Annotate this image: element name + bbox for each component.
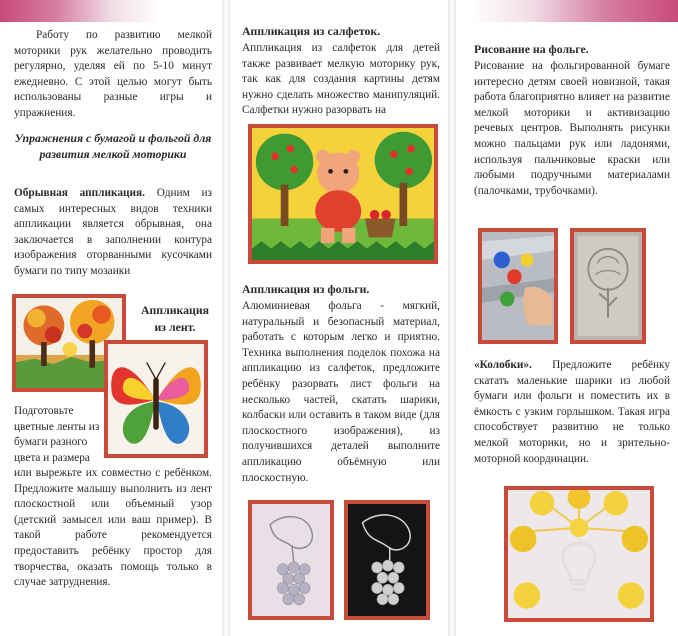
napkin-text: Аппликация из салфеток для детей также развивает мелкую моторику рук, так как для создания картины детям нужно сделать множество манипуляций. Салфетки нужно разорвать на [242, 42, 440, 117]
intro-text: Работу по развитию мелкой моторики рук желательно проводить регулярно, уделяя ей по 5-10 минут ежедневно. С этой целью могут быть использованы разные игры и упражнения. [14, 29, 212, 119]
foil-finger-painting-image [478, 228, 558, 344]
drawing-text: Рисование на фольгированной бумаге интересно детям своей новизной, такая работа благоприятно влияет на развитие мелкой моторики и активизацию речевых центров. Выполнять рисунки можно пальцами рук или ладонями, используя пальчиковые краски или любыми подручными материалами (палочками, трубочками). [474, 60, 670, 197]
foil-heading: Аппликация из фольги. [242, 282, 370, 296]
torn-paragraph [14, 186, 212, 280]
foil-grapes-light-image [248, 500, 334, 620]
napkin-applique-image [248, 124, 438, 264]
paper-balls-lightbulb-image [504, 486, 654, 622]
column-1 [0, 0, 226, 636]
ribbon-text-long: или вырежьте их совместно с ребёнком. Предложите малышу выполнить из лент плоскостной или объемный узор (детский замысел или ваш пример). В такой работе рекомендуется предоставить ребёнку простор для творчества, оказать помощь только в случае затруднения. [14, 467, 212, 589]
kolobki-paragraph [474, 358, 670, 467]
kolobki-heading: «Колобки». [474, 359, 532, 371]
foil-text: Алюминиевая фольга - мягкий, натуральный и безопасный материал, работать с которым легко и приятно. Техника выполнения поделок похожа на аппликацию из салфеток, предложите ребёнку разорвать лист фольги на несколько частей, скатать шарики, колбаски или оставить в таком виде (для плоскостного изображения), из получившихся деталей выполните аппликацию объёмную или плоскостную. [242, 300, 440, 484]
torn-heading: Обрывная аппликация. [14, 187, 145, 199]
torn-text: Одним из самых интересных видов техники аппликации является обрывная, она заключается в заполнении контура изображения оторванными кусочками бумаги по типу мозаики [14, 187, 212, 277]
ribbon-butterfly-image [104, 340, 208, 458]
drawing-heading: Рисование на фольге. [474, 42, 589, 56]
section-title: Упражнения с бумагой и фольгой для развития мелкой моторики [14, 131, 212, 161]
foil-tree-relief-image [570, 228, 646, 344]
foil-grapes-dark-image [344, 500, 430, 620]
ribbon-text-short: Подготовьте цветные ленты из бумаги разного цвета и размера [14, 405, 100, 464]
ribbon-heading: Аппликация из лент. [140, 303, 210, 334]
column-2 [226, 0, 452, 636]
column-3 [452, 0, 678, 636]
napkin-heading: Аппликация из салфеток. [242, 24, 381, 38]
kolobki-text: Предложите ребёнку скатать маленькие шарики из любой бумаги или фольги и поместить их в ёмкость с узким горлышком. Такая игра способствует развитию не только мелкой моторики, но и зрительно-моторной координации. [474, 359, 671, 465]
